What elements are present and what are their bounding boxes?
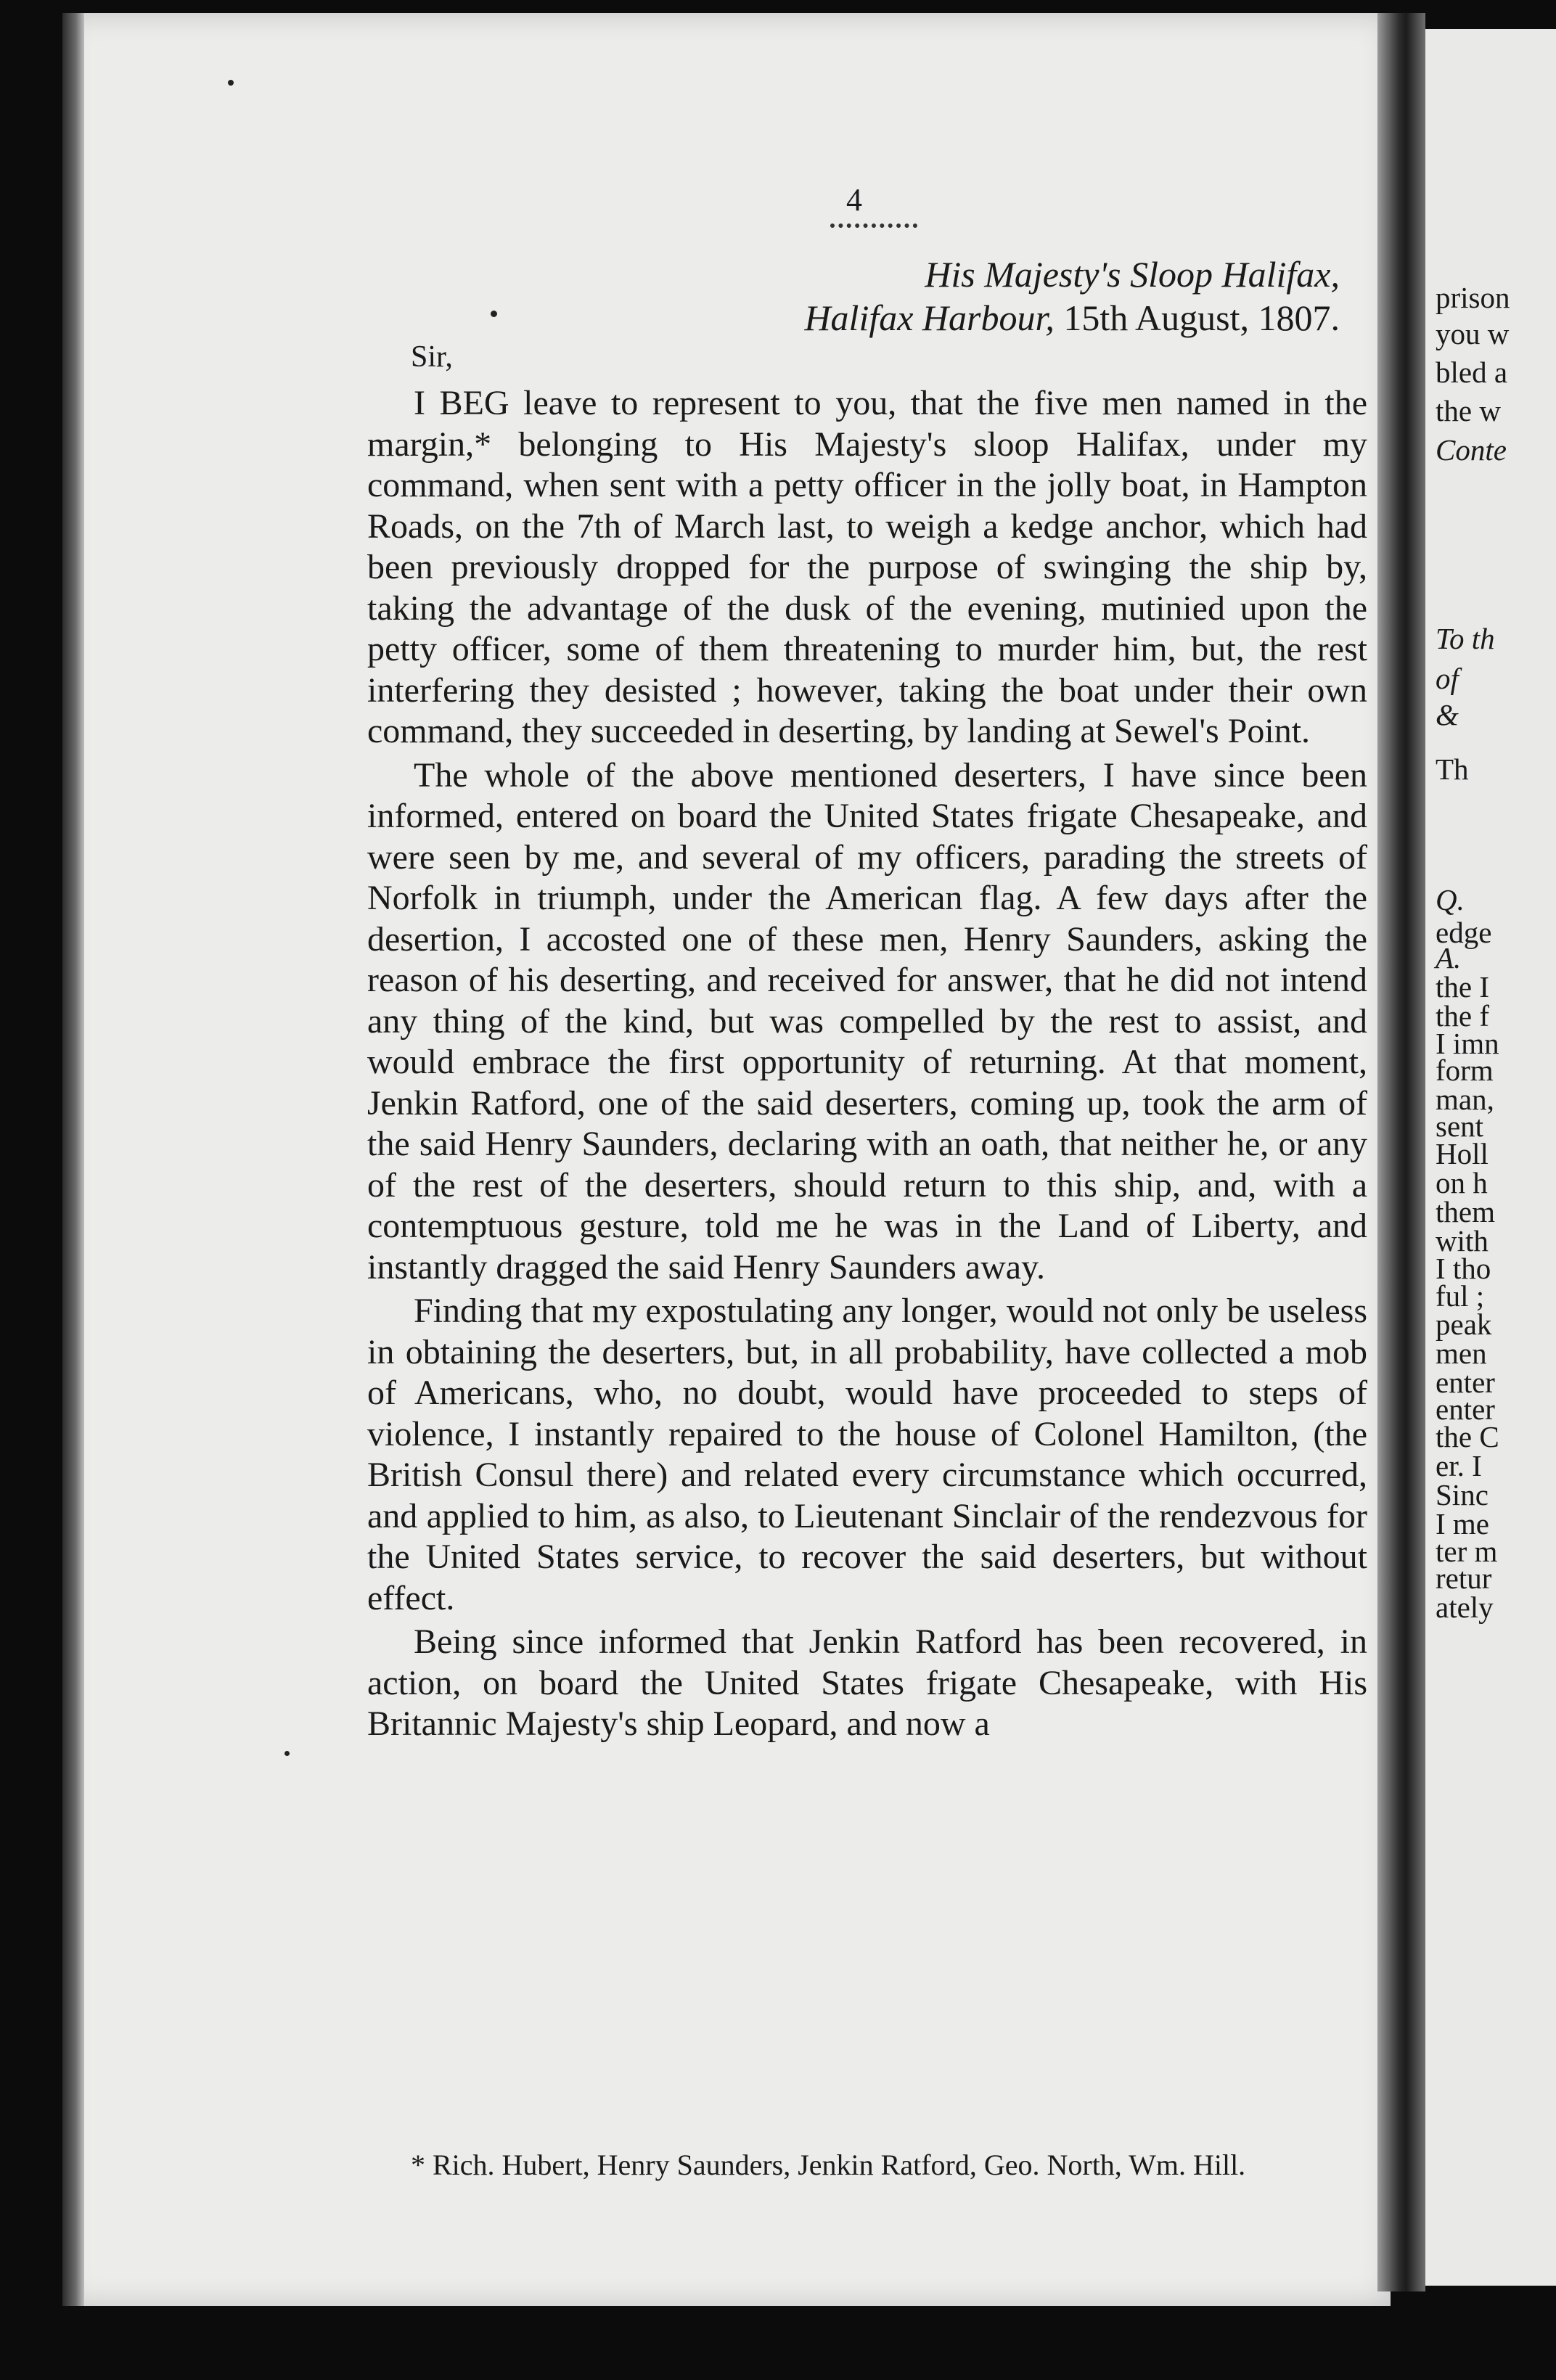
facing-page-line: Conte	[1436, 433, 1507, 467]
facing-page-line: I tho	[1436, 1252, 1491, 1285]
ink-speck	[284, 1751, 290, 1756]
facing-page-line: enter	[1436, 1366, 1495, 1399]
facing-page-line: men	[1436, 1337, 1487, 1370]
facing-page-line: To th	[1436, 622, 1495, 655]
facing-page-line: I imn	[1436, 1027, 1499, 1060]
facing-page-line: prison	[1436, 281, 1510, 314]
book-page-left	[62, 13, 1391, 2306]
facing-page-line: retur	[1436, 1562, 1492, 1595]
facing-page-line: &	[1436, 698, 1459, 731]
footnote: * Rich. Hubert, Henry Saunders, Jenkin Ratford, Geo. North, Wm. Hill.	[411, 2149, 1246, 2181]
page-number: 4	[846, 182, 862, 218]
facing-page-line: the I	[1436, 970, 1489, 1004]
paragraph-1: I BEG leave to represent to you, that the five men named in the margin,* belonging to His Majesty's sloop Halifax, under my command, when sent with a petty officer in the jolly boat, in Hampton Roads, on the 7th of March last, to weigh a kedge anchor, which had been previously dropped for the purpose of swinging the ship by, taking the advantage of the dusk of the evening, mutinied upon the petty officer, some of them threatening to murder him, but, the rest interfering they desisted ; however, taking the boat under their own command, they succeeded in deserting, by landing at Sewel's Point.	[367, 384, 1367, 750]
facing-page-line: the C	[1436, 1420, 1499, 1453]
facing-page-line: I me	[1436, 1507, 1489, 1540]
facing-page-line: ful ;	[1436, 1279, 1485, 1313]
ink-speck	[491, 311, 497, 317]
facing-page-line: peak	[1436, 1308, 1492, 1341]
facing-page-line: with	[1436, 1224, 1489, 1257]
facing-page-line: ately	[1436, 1591, 1494, 1624]
facing-page-line: edge	[1436, 916, 1492, 949]
facing-page-line: Q.	[1436, 883, 1465, 916]
facing-page-line: them	[1436, 1195, 1495, 1228]
facing-page-line: enter	[1436, 1392, 1495, 1426]
facing-page-line: Holl	[1436, 1137, 1489, 1170]
facing-page-line: Th	[1436, 752, 1469, 786]
facing-page-line: Sinc	[1436, 1478, 1489, 1511]
book-page-right	[1425, 29, 1556, 2286]
facing-page-line: ter m	[1436, 1535, 1498, 1568]
paragraph-3: Finding that my expostulating any longer, would not only be useless in obtaining the deserters, but, in all probability, have collected a mob of Americans, who, no doubt, would have proceeded to steps of violence, I instantly repaired to the house of Colonel Hamilton, (the British Consul there) and related every circumstance which occurred, and applied to him, as also, to Lieutenant Sinclair of the rendezvous for the United States service, to recover the said deserters, but without effect.	[367, 1292, 1367, 1617]
paragraph-4: Being since informed that Jenkin Ratford has been recovered, in action, on board the United States frigate Chesapeake, with His Britannic Majesty's ship Leopard, and now a	[367, 1622, 1367, 1743]
page-edge	[62, 13, 84, 2306]
facing-page-line: man,	[1436, 1083, 1494, 1116]
facing-page-line: the w	[1436, 394, 1501, 427]
facing-page-line: form	[1436, 1054, 1494, 1087]
heading-date: 15th August, 1807.	[1063, 298, 1340, 338]
paragraph-2: The whole of the above mentioned deserters, I have since been informed, entered on board the United States frigate Chesapeake, and were seen by me, and several of my officers, parading the streets of Norfolk in triumph, under the American flag. A few days after the desertion, I accosted one of these men, Henry Saunders, asking the reason of his deserting, and received for answer, that he did not intend any thing of the kind, but was compelled by the rest to assist, and would embrace the first opportunity of returning. At that moment, Jenkin Ratford, one of the said deserters, coming up, took the arm of the said Henry Saunders, declaring with an oath, that neither he, or any of the rest of the deserters, should return to this ship, and, with a contemptuous gesture, told me he was in the Land of Liberty, and instantly dragged the said Henry Saunders away.	[367, 755, 1367, 1287]
heading-place: Halifax Harbour,	[804, 298, 1055, 338]
letter-body	[367, 383, 1367, 1745]
facing-page-line: sent	[1436, 1109, 1484, 1143]
letter-heading	[570, 253, 1340, 340]
salutation: Sir,	[411, 340, 453, 374]
facing-page-line: the f	[1436, 999, 1489, 1033]
facing-page-line: A.	[1436, 941, 1462, 974]
ornament-divider	[830, 223, 917, 228]
facing-page-line: on h	[1436, 1166, 1488, 1199]
facing-page-line: of	[1436, 662, 1459, 695]
ink-speck	[228, 80, 234, 86]
book-gutter	[1377, 13, 1425, 2291]
facing-page-line: er. I	[1436, 1449, 1482, 1482]
facing-page-line: bled a	[1436, 356, 1508, 389]
facing-page-line: you w	[1436, 317, 1510, 350]
heading-line1: His Majesty's Sloop Halifax,	[925, 254, 1340, 295]
